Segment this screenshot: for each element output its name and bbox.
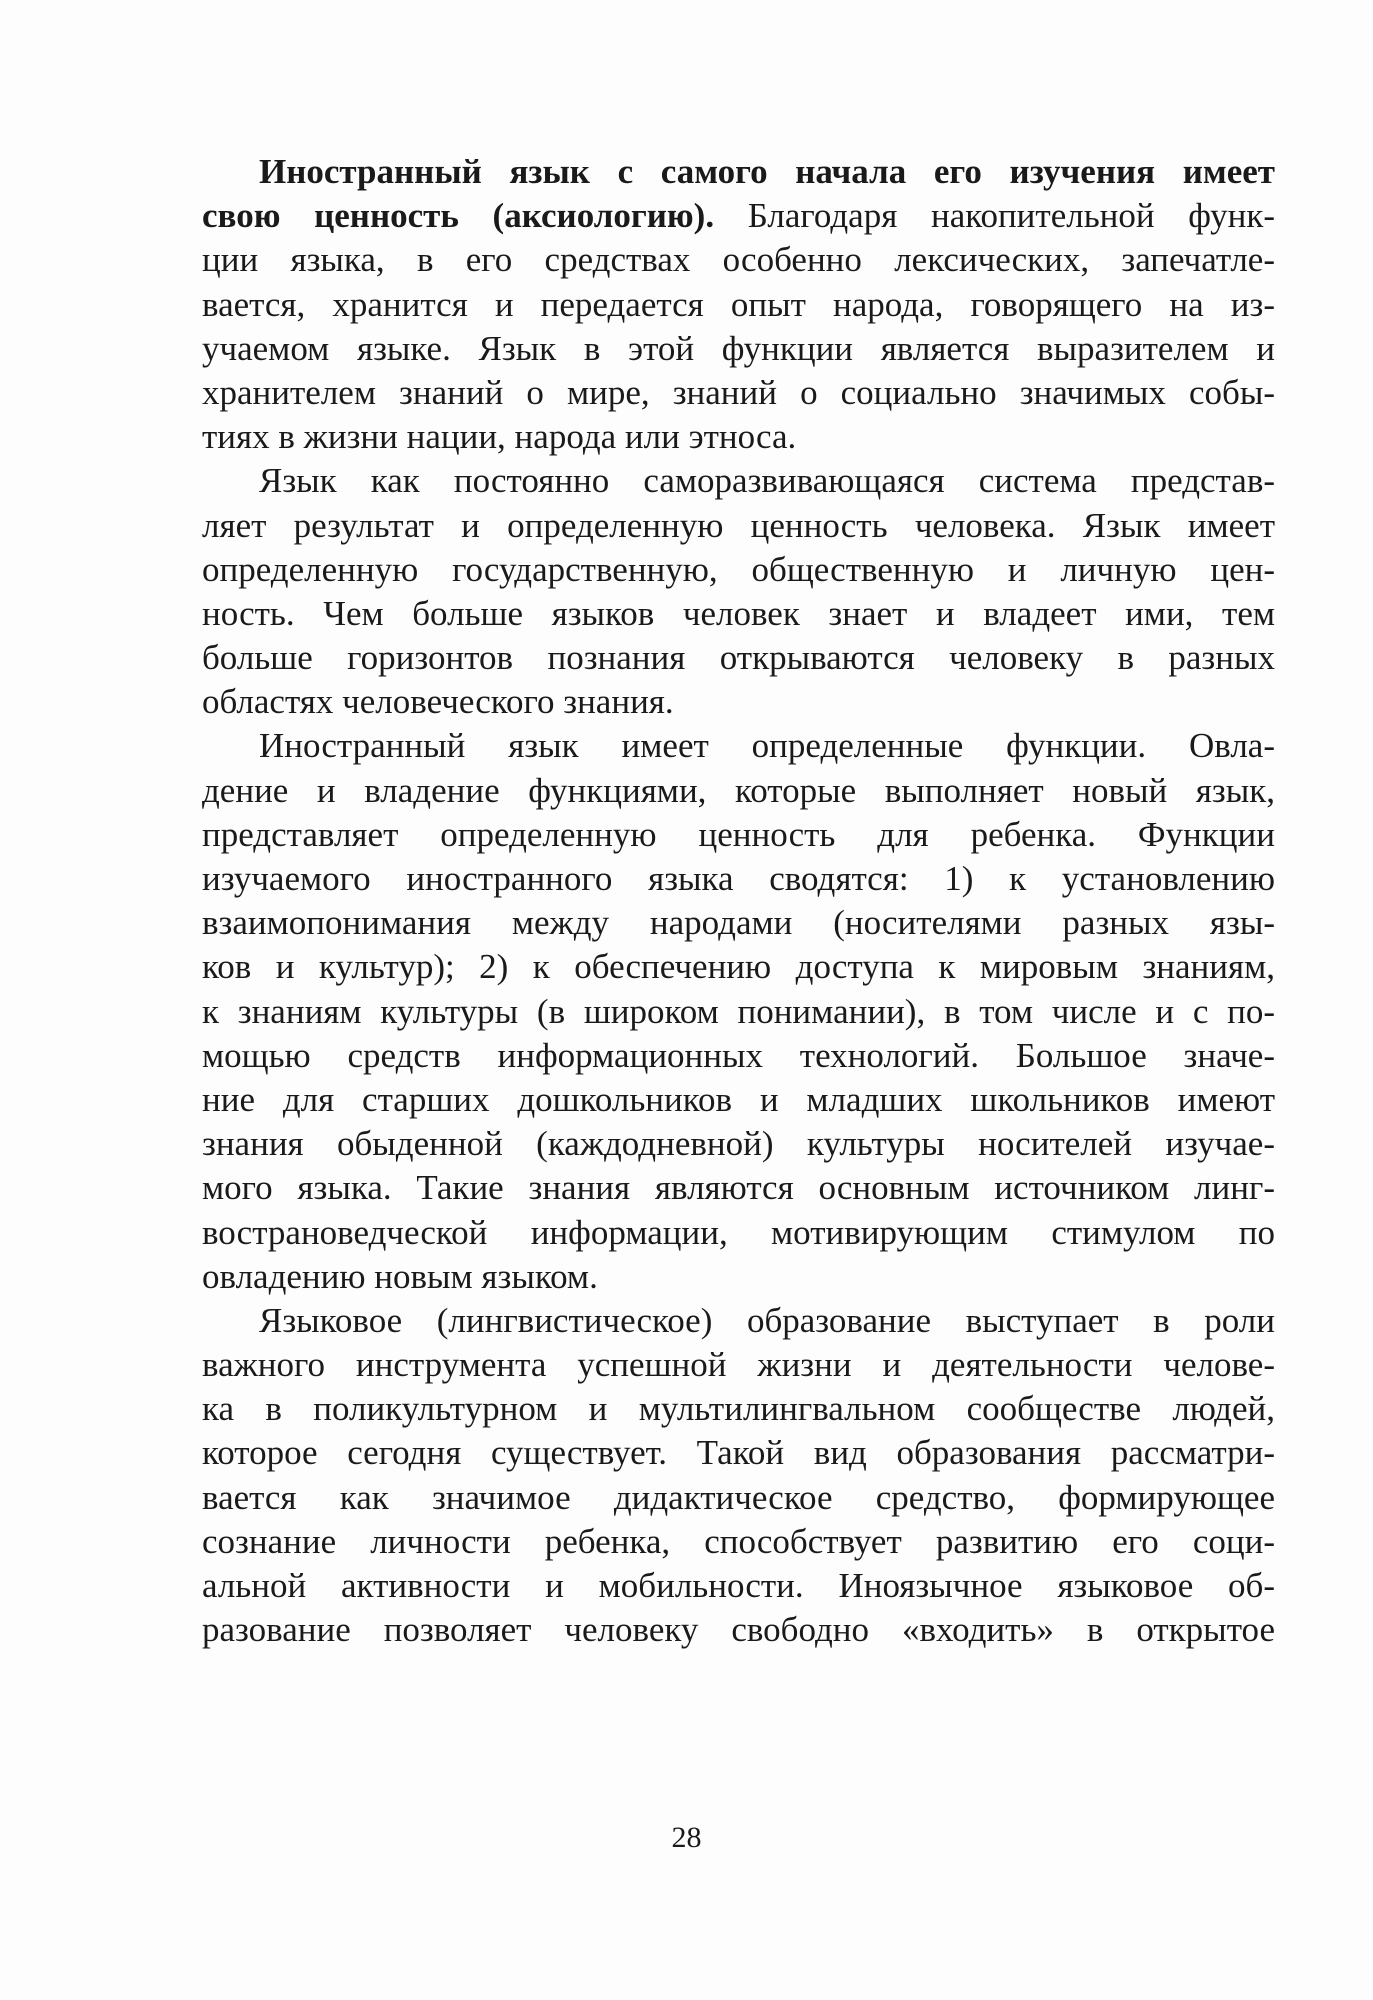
text-line	[202, 1299, 1275, 1343]
line-text: вается как значимое дидактическое средство, формирующее	[202, 1477, 1275, 1517]
text-line	[202, 1078, 1275, 1122]
line-text: альной активности и мобильности. Иноязычное языковое об-	[202, 1566, 1275, 1605]
text-line	[202, 548, 1275, 592]
line-text: взаимопонимания между народами (носителями разных язы-	[202, 903, 1275, 943]
paragraph	[202, 150, 1275, 459]
text-line	[202, 1211, 1275, 1255]
line-text: мого языка. Такие знания являются основным источником линг-	[202, 1168, 1275, 1208]
paragraph	[202, 459, 1275, 724]
line-text: знания обыденной (каждодневной) культуры носителей изучае-	[202, 1124, 1275, 1164]
text-line	[202, 1431, 1275, 1475]
text-line	[202, 636, 1275, 680]
text-line	[202, 1520, 1275, 1564]
text-line	[202, 1122, 1275, 1166]
text-line	[202, 194, 1275, 238]
text-line	[202, 857, 1275, 901]
line-text: ка в поликультурном и мультилингвальном сообществе людей,	[202, 1389, 1275, 1429]
line-text: ность. Чем больше языков человек знает и владеет ими, тем	[202, 593, 1275, 633]
line-text: представляет определенную ценность для ребенка. Функции	[202, 814, 1275, 854]
text-line	[202, 1343, 1275, 1387]
text-line	[202, 680, 1275, 724]
line-text: вострановедческой информации, мотивирующим стимулом по	[202, 1212, 1275, 1252]
line-text: областях человеческого знания.	[202, 682, 674, 722]
paragraph	[202, 1299, 1275, 1653]
line-text: овладению новым языком.	[202, 1256, 598, 1296]
text-line	[202, 283, 1275, 327]
line-text: определенную государственную, общественную и личную цен-	[202, 549, 1275, 589]
text-line	[202, 901, 1275, 945]
line-text: изучаемого иностранного языка сводятся: 1) к установлению	[202, 859, 1275, 898]
text-line	[202, 1608, 1275, 1652]
text-line	[202, 592, 1275, 636]
line-text: ции языка, в его средствах особенно лексических, запечатле-	[202, 240, 1275, 280]
text-line	[202, 1034, 1275, 1078]
line-text: важного инструмента успешной жизни и деятельности челове-	[202, 1345, 1275, 1385]
text-line	[202, 724, 1275, 768]
line-text: вается, хранится и передается опыт народа, говорящего на из-	[202, 284, 1275, 324]
line-text: разование позволяет человеку свободно «входить» в открытое	[202, 1610, 1275, 1650]
text-line	[202, 371, 1275, 415]
text-line	[202, 415, 1275, 459]
text-line	[202, 504, 1275, 548]
text-line	[202, 238, 1275, 282]
paragraph	[202, 724, 1275, 1298]
line-text: хранителем знаний о мире, знаний о социально значимых собы-	[202, 372, 1275, 412]
text-line	[202, 813, 1275, 857]
text-line	[202, 1387, 1275, 1431]
line-text: Язык как постоянно саморазвивающаяся система представ-	[259, 461, 1275, 501]
line-text: дение и владение функциями, которые выполняет новый язык,	[202, 770, 1275, 810]
line-text: ков и культур); 2) к обеспечению доступа к мировым знаниям,	[202, 947, 1275, 987]
text-line	[202, 459, 1275, 503]
line-text: мощью средств информационных технологий. Большое значе-	[202, 1035, 1275, 1075]
text-line	[202, 1255, 1275, 1299]
body-text	[202, 150, 1275, 1652]
text-line	[202, 990, 1275, 1034]
page-number: 28	[671, 1821, 702, 1854]
line-text: сознание личности ребенка, способствует развитию его соци-	[202, 1521, 1275, 1561]
text-line	[202, 327, 1275, 371]
text-line	[202, 150, 1275, 194]
line-text: Языковое (лингвистическое) образование выступает в роли	[259, 1300, 1275, 1340]
text-line	[202, 1564, 1275, 1608]
bold-text: свою ценность (аксиологию).	[202, 196, 715, 236]
line-text: к знаниям культуры (в широком понимании), в том числе и с по-	[202, 991, 1275, 1031]
text-line	[202, 769, 1275, 813]
line-text: учаемом языке. Язык в этой функции является выразителем и	[202, 328, 1275, 368]
text-line	[202, 945, 1275, 989]
line-text: тиях в жизни нации, народа или этноса.	[202, 417, 797, 457]
text-line	[202, 1166, 1275, 1210]
line-text: которое сегодня существует. Такой вид образования рассматри-	[202, 1433, 1275, 1473]
line-text: Благодаря накопительной функ-	[714, 196, 1275, 236]
text-line	[202, 1476, 1275, 1520]
bold-text: Иностранный язык с самого начала его изучения имеет	[259, 152, 1275, 191]
line-text: ние для старших дошкольников и младших школьников имеют	[202, 1079, 1275, 1119]
line-text: больше горизонтов познания открываются человеку в разных	[202, 638, 1275, 678]
line-text: ляет результат и определенную ценность человека. Язык имеет	[202, 505, 1275, 545]
line-text: Иностранный язык имеет определенные функции. Овла-	[259, 726, 1275, 766]
